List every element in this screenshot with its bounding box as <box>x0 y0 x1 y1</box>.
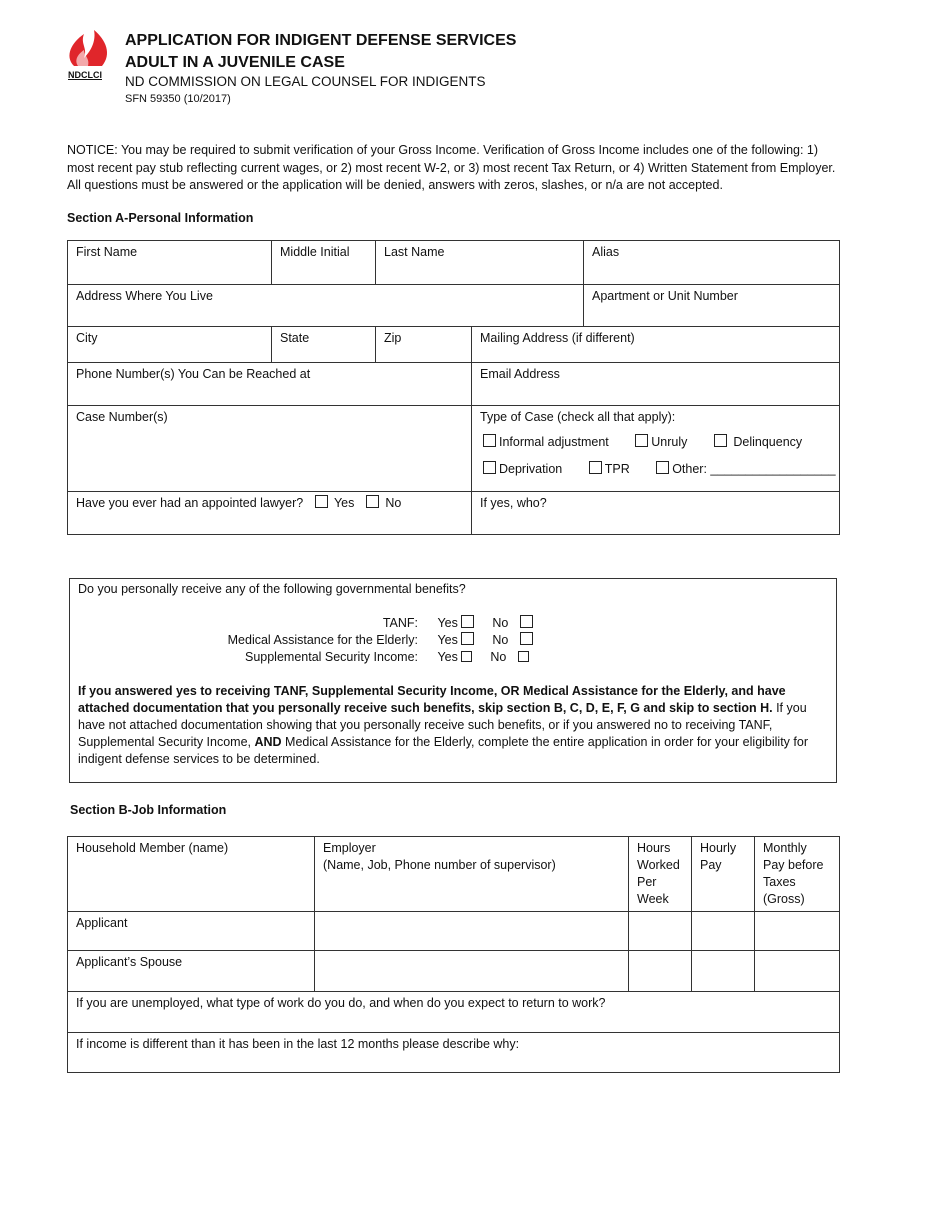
delinquency-checkbox[interactable] <box>714 434 727 447</box>
ndclci-logo <box>62 28 114 84</box>
case-type-row-2 <box>480 461 836 478</box>
table-row <box>68 951 840 992</box>
section-a-title: Section A-Personal Information <box>67 211 254 225</box>
member-header: Household Member (name) <box>68 837 315 912</box>
hours-header: Hours Worked Per Week <box>629 837 692 912</box>
zip-label: Zip <box>384 331 402 345</box>
mailing-address-field[interactable] <box>472 327 840 363</box>
unruly-label: Unruly <box>651 435 688 449</box>
last-name-label: Last Name <box>384 245 445 259</box>
zip-field[interactable] <box>376 327 472 363</box>
agency-name: ND COMMISSION ON LEGAL COUNSEL FOR INDIGENTS <box>125 74 486 89</box>
benefit-row-ssi <box>78 649 532 665</box>
lawyer-yes-checkbox[interactable] <box>315 495 328 508</box>
section-b-table <box>67 836 840 1073</box>
city-label: City <box>76 331 98 345</box>
benefits-instructions <box>78 683 833 768</box>
applicant-hourly-field[interactable] <box>692 912 755 951</box>
other-checkbox[interactable] <box>656 461 669 474</box>
last-name-field[interactable] <box>376 241 584 285</box>
apartment-label: Apartment or Unit Number <box>592 289 738 303</box>
medical-yes-checkbox[interactable] <box>461 632 474 645</box>
instructions-and: AND <box>254 735 282 749</box>
spouse-monthly-field[interactable] <box>755 951 840 992</box>
benefits-box <box>69 578 837 783</box>
tpr-checkbox[interactable] <box>589 461 602 474</box>
instructions-mid: If you have not attached documentation showing that you personally receive such benefits, or if you answered no to receiving TANF, Supplemental Security Income, <box>78 701 807 749</box>
state-label: State <box>280 331 310 345</box>
case-number-label: Case Number(s) <box>76 410 168 424</box>
tpr-label: TPR <box>604 462 630 476</box>
spouse-hourly-field[interactable] <box>692 951 755 992</box>
alias-field[interactable] <box>584 241 840 285</box>
benefit-no-label: No <box>492 616 509 630</box>
middle-initial-field[interactable] <box>272 241 376 285</box>
other-label: Other: __________________ <box>672 462 836 476</box>
case-type-cell <box>472 406 840 492</box>
applicant-monthly-field[interactable] <box>755 912 840 951</box>
benefit-no-label: No <box>492 633 509 647</box>
benefits-question: Do you personally receive any of the following governmental benefits? <box>78 582 466 596</box>
benefit-label: Medical Assistance for the Elderly: <box>227 633 418 647</box>
city-field[interactable] <box>68 327 272 363</box>
logo-text: NDCLCI <box>68 70 102 80</box>
address-label: Address Where You Live <box>76 289 213 303</box>
case-number-field[interactable] <box>68 406 472 492</box>
lawyer-question-cell <box>68 492 472 535</box>
title-line-2: ADULT IN A JUVENILE CASE <box>125 54 345 71</box>
spouse-hours-field[interactable] <box>629 951 692 992</box>
notice-text: NOTICE: You may be required to submit verification of your Gross Income. Verification of Gross Income includes one of the following: 1) most recent pay stub reflecting current wages, or 2) most recent W-2, or 3) most recent Tax Return, or 4) Written Statement from Employer. All questions must be answered or the application will be denied, answers with zeros, slashes, or n/a are not accepted. <box>67 143 836 192</box>
lawyer-no-label: No <box>385 496 402 510</box>
instructions-bold: If you answered yes to receiving TANF, Supplemental Security Income, OR Medical Assistance for the Elderly, and have attached documentation that you personally receive such benefits, skip section B, C, D, E, F, G and skip to section H. <box>78 684 786 715</box>
benefit-yes-label: Yes <box>437 616 458 630</box>
section-a-table <box>67 240 840 535</box>
benefit-no-label: No <box>490 650 507 664</box>
employer-header-title: Employer <box>323 841 376 855</box>
email-field[interactable] <box>472 363 840 406</box>
email-label: Email Address <box>480 367 560 381</box>
lawyer-no-checkbox[interactable] <box>366 495 379 508</box>
mailing-address-label: Mailing Address (if different) <box>480 331 635 345</box>
lawyer-question-label: Have you ever had an appointed lawyer? <box>76 496 304 510</box>
address-field[interactable] <box>68 285 584 327</box>
benefit-row-medical <box>78 632 536 648</box>
alias-label: Alias <box>592 245 620 259</box>
income-change-field[interactable] <box>68 1033 840 1073</box>
informal-label: Informal adjustment <box>499 435 609 449</box>
ssi-no-checkbox[interactable] <box>518 651 529 662</box>
if-yes-who-label: If yes, who? <box>480 496 547 510</box>
applicant-hours-field[interactable] <box>629 912 692 951</box>
first-name-label: First Name <box>76 245 138 259</box>
employer-header-sub: (Name, Job, Phone number of supervisor) <box>323 858 556 872</box>
case-type-label: Type of Case (check all that apply): <box>480 410 676 424</box>
applicant-label: Applicant <box>68 912 315 951</box>
phone-label: Phone Number(s) You Can be Reached at <box>76 367 311 381</box>
tanf-no-checkbox[interactable] <box>520 615 533 628</box>
case-type-row-1 <box>480 434 831 451</box>
phone-field[interactable] <box>68 363 472 406</box>
deprivation-checkbox[interactable] <box>483 461 496 474</box>
title-line-1: APPLICATION FOR INDIGENT DEFENSE SERVICES <box>125 32 517 49</box>
tanf-yes-checkbox[interactable] <box>461 615 474 628</box>
form-title <box>125 30 516 74</box>
unemployed-field[interactable] <box>68 992 840 1033</box>
instructions-end: Medical Assistance for the Elderly, complete the entire application in order for your eligibility for indigent defense services to be determined. <box>78 735 808 766</box>
deprivation-label: Deprivation <box>499 462 563 476</box>
applicant-employer-field[interactable] <box>315 912 629 951</box>
benefit-label: Supplemental Security Income: <box>244 650 418 664</box>
ssi-yes-checkbox[interactable] <box>461 651 472 662</box>
employer-header <box>315 837 629 912</box>
spouse-employer-field[interactable] <box>315 951 629 992</box>
benefit-label: TANF: <box>382 616 418 630</box>
section-b-title: Section B-Job Information <box>70 803 227 817</box>
middle-initial-label: Middle Initial <box>280 245 350 259</box>
spouse-label: Applicant’s Spouse <box>68 951 315 992</box>
state-field[interactable] <box>272 327 376 363</box>
unemployed-label: If you are unemployed, what type of work do you do, and when do you expect to return to work? <box>76 996 606 1010</box>
benefit-yes-label: Yes <box>437 633 458 647</box>
informal-checkbox[interactable] <box>483 434 496 447</box>
hourly-header: Hourly Pay <box>692 837 755 912</box>
first-name-field[interactable] <box>68 241 272 285</box>
table-row <box>68 912 840 951</box>
delinquency-label: Delinquency <box>733 435 803 449</box>
lawyer-yes-label: Yes <box>333 496 355 510</box>
apartment-field[interactable] <box>584 285 840 327</box>
income-change-label: If income is different than it has been in the last 12 months please describe why: <box>76 1037 520 1051</box>
if-yes-who-field[interactable] <box>472 492 840 535</box>
monthly-header: Monthly Pay before Taxes (Gross) <box>755 837 840 912</box>
unruly-checkbox[interactable] <box>635 434 648 447</box>
form-number: SFN 59350 (10/2017) <box>125 93 231 105</box>
benefit-row-tanf <box>78 615 536 631</box>
benefit-yes-label: Yes <box>437 650 458 664</box>
medical-no-checkbox[interactable] <box>520 632 533 645</box>
